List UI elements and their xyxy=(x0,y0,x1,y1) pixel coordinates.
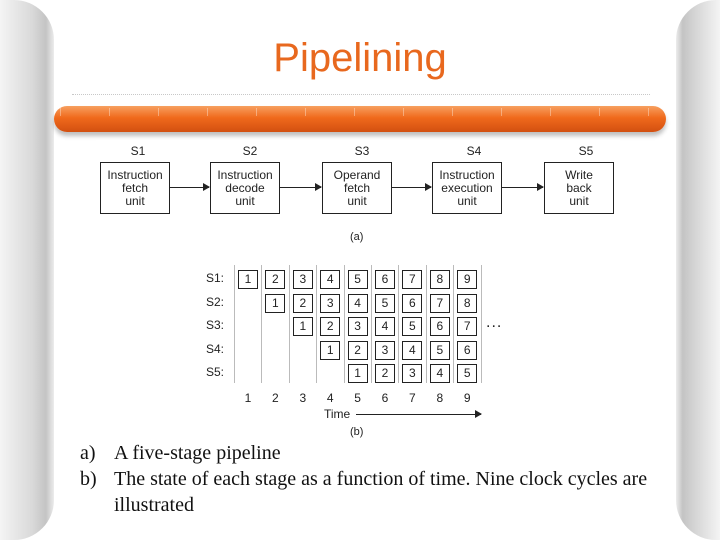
instruction-cell: 2 xyxy=(375,364,395,383)
instruction-cell: 4 xyxy=(402,341,422,360)
instruction-cell: 5 xyxy=(375,294,395,313)
arrow-s4-s5 xyxy=(502,187,543,188)
instruction-cell: 9 xyxy=(457,270,477,289)
stage-row-label: S3: xyxy=(206,318,225,332)
time-tick-label: 7 xyxy=(409,391,416,405)
stage-label-s5: S5 xyxy=(578,144,594,158)
instruction-cell: 3 xyxy=(293,270,313,289)
caption-list xyxy=(80,440,680,518)
stage-label-s3: S3 xyxy=(354,144,370,158)
time-tick-label: 4 xyxy=(326,391,334,405)
instruction-cell: 4 xyxy=(348,294,368,313)
unit-box-s4: Instruction execution unit xyxy=(432,162,502,214)
clock-cycle-divider xyxy=(398,265,399,383)
arrow-s2-s3 xyxy=(280,187,321,188)
unit-box-s2: Instruction decode unit xyxy=(210,162,280,214)
caption-text: A five-stage pipeline xyxy=(114,442,281,464)
instruction-cell: 6 xyxy=(402,294,422,313)
instruction-cell: 4 xyxy=(375,317,395,336)
clock-cycle-divider xyxy=(234,265,235,383)
clock-cycle-divider xyxy=(289,265,290,383)
unit-box-s5: Write back unit xyxy=(544,162,614,214)
stage-label-s1: S1 xyxy=(130,144,146,158)
time-tick-label: 5 xyxy=(354,391,361,405)
continuation-ellipsis: ... xyxy=(486,314,503,331)
clock-cycle-divider xyxy=(371,265,372,383)
caption-text: The state of each stage as a function of time. Nine clock cycles are illustrated xyxy=(114,468,648,516)
stage-label-s2: S2 xyxy=(242,144,258,158)
instruction-cell: 3 xyxy=(348,317,368,336)
stage-row-label: S2: xyxy=(206,294,225,309)
clock-cycle-divider xyxy=(453,265,454,383)
clock-cycle-divider xyxy=(316,265,317,383)
instruction-cell: 8 xyxy=(430,270,450,289)
instruction-cell: 1 xyxy=(293,317,313,336)
clock-cycle-divider xyxy=(344,265,345,383)
clock-cycle-divider xyxy=(481,265,482,383)
instruction-cell: 4 xyxy=(320,270,340,289)
time-axis-arrow xyxy=(356,414,481,415)
instruction-cell: 2 xyxy=(348,341,368,360)
instruction-cell: 8 xyxy=(457,294,477,313)
figure-b-label: (b) xyxy=(350,426,364,438)
instruction-cell: 5 xyxy=(402,317,422,336)
instruction-cell: 7 xyxy=(402,270,422,289)
instruction-cell: 6 xyxy=(430,317,450,336)
instruction-cell: 2 xyxy=(293,294,313,313)
time-tick-label: 3 xyxy=(299,391,307,405)
left-decorative-band xyxy=(0,0,54,540)
instruction-cell: 2 xyxy=(320,317,340,336)
time-tick-label: 8 xyxy=(436,391,444,405)
instruction-cell: 1 xyxy=(265,294,285,313)
instruction-cell: 5 xyxy=(348,270,368,289)
instruction-cell: 4 xyxy=(430,364,450,383)
unit-box-s1: Instruction fetch unit xyxy=(100,162,170,214)
stage-label-s4: S4 xyxy=(466,144,482,158)
time-tick-label: 2 xyxy=(272,391,279,405)
arrow-s3-s4 xyxy=(392,187,431,188)
stage-row-label: S5: xyxy=(206,365,225,379)
time-tick-label: 9 xyxy=(463,391,471,405)
time-tick-label: 6 xyxy=(381,391,389,405)
title-underline-ticks xyxy=(60,108,660,116)
clock-cycle-divider xyxy=(261,265,262,383)
instruction-cell: 6 xyxy=(375,270,395,289)
instruction-cell: 1 xyxy=(320,341,340,360)
slide-title: Pipelining xyxy=(273,36,447,80)
time-tick-label: 1 xyxy=(244,391,252,405)
stage-row-label: S1: xyxy=(206,271,225,285)
unit-box-s3: Operand fetch unit xyxy=(322,162,392,214)
caption-marker: b) xyxy=(80,468,97,490)
right-decorative-band xyxy=(676,0,720,540)
pipeline-figure xyxy=(96,140,620,440)
time-axis-label: Time xyxy=(324,407,351,421)
instruction-cell: 6 xyxy=(457,341,477,360)
stage-row-label: S4: xyxy=(206,341,225,356)
clock-cycle-divider xyxy=(426,265,427,383)
instruction-cell: 7 xyxy=(457,317,477,336)
instruction-cell: 5 xyxy=(457,364,477,383)
instruction-cell: 3 xyxy=(375,341,395,360)
instruction-cell: 3 xyxy=(320,294,340,313)
caption-item xyxy=(80,440,680,466)
instruction-cell: 7 xyxy=(430,294,450,313)
instruction-cell: 5 xyxy=(430,341,450,360)
caption-marker: a) xyxy=(80,442,96,464)
arrow-s1-s2 xyxy=(170,187,209,188)
instruction-cell: 1 xyxy=(348,364,368,383)
instruction-cell: 3 xyxy=(402,364,422,383)
instruction-cell: 1 xyxy=(238,270,258,289)
instruction-cell: 2 xyxy=(265,270,285,289)
figure-a-label: (a) xyxy=(350,231,364,243)
caption-item xyxy=(80,466,680,518)
